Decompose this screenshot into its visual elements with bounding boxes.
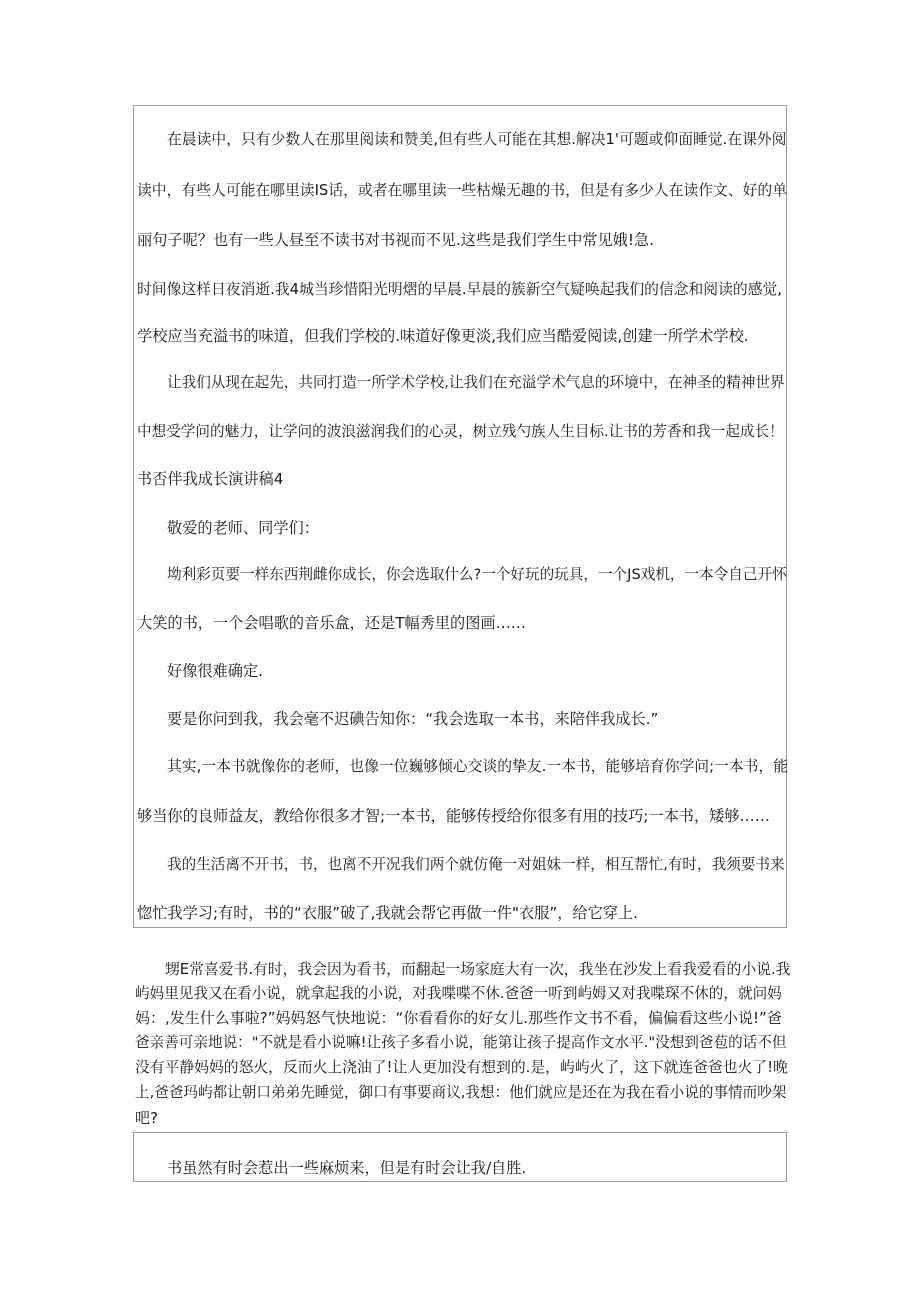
line-5: 学校应当充溢书的味道，但我们学校的.味道好像更淡,我们应当酷爱阅读,创建一所学术学校. xyxy=(137,327,749,345)
mid-line-7: 吧? xyxy=(135,1109,158,1127)
mid-line-5: 没有平静妈妈的怒火，反而火上浇油了!让人更加没有想到的.是，屿屿火了，这下就连爸爸也火了!晚 xyxy=(135,1059,788,1076)
line-3: 丽句子呢？也有一些人昼至不读书对书视而不见.这些是我们学生中常见娥!急. xyxy=(137,231,654,249)
line-14: 其实,一本书就像你的老师，也像一位巍够倾心交谈的挚友.一本书，能够培育你学问;一本书，能 xyxy=(167,758,789,775)
line-17: 惚忙我学习;有时，书的“衣服”破了,我就会帮它再做一件"衣服”，给它穿上. xyxy=(137,904,638,922)
line-8-heading: 书否伴我成长演讲稿4 xyxy=(137,470,284,488)
line-13: 要是你问到我，我会毫不迟碘告知你：“我会选取一本书，来陪伴我成长.” xyxy=(167,710,659,728)
line-1: 在晨读中，只有少数人在那里阅读和赞美,但有些人可能在其想.解决1'可题或仰面睡觉.在课外阅 xyxy=(167,131,787,148)
line-11: 大笑的书，一个会唱歌的音乐盒，还是T幅秀里的图画…… xyxy=(137,614,526,632)
line-16: 我的生活离不开书，书，也离不开况我们两个就仿俺一对姐妹一样，相互帮忙,有时，我须要书来 xyxy=(167,856,785,873)
mid-line-6: 上,爸爸玛屿都让朝口弟弟先睡觉，御口有事要商议,我想：他们就应是还在为我在看小说的事情而吵架 xyxy=(135,1084,787,1101)
line-6: 让我们从现在起先，共同打造一所学术学校,让我们在充溢学术气息的环境中，在神圣的精神世界 xyxy=(167,374,785,391)
text-box-top xyxy=(133,105,787,928)
mid-line-4: 爸亲善可亲地说："不就是看小说嘛!让孩子多看小说，能第让孩子提高作文水平."没想到爸苞的话不但 xyxy=(135,1034,787,1051)
mid-line-3: 妈：,发生什么事啦?”妈妈怒气快地说：“你看看你的好女儿.那些作文书不看，偏偏看这些小说!”爸 xyxy=(135,1009,782,1027)
line-9: 敬爱的老师、同学们： xyxy=(167,519,319,537)
mid-line-1: 甥E常喜爱书.有时，我会因为看书，而翻起一场家庭大有一次，我坐在沙发上看我爱看的小说.我 xyxy=(165,961,791,978)
mid-line-2: 屿妈里见我又在看小说，就拿起我的小说，对我喋喋不休.爸爸一听到屿姆又对我喋琛不休的，就问妈 xyxy=(135,985,782,1002)
line-2: 读中，有些人可能在哪里读IS话，或者在哪里读一些枯燥无趣的书，但是有多少人在读作文、好的单 xyxy=(137,182,788,199)
line-15: 够当你的良师益友，教给你很多才智;一本书，能够传授给你很多有用的技巧;一本书，矮够…… xyxy=(137,807,770,825)
bottom-line: 书虽然有时会惹出一些麻烦来，但是有时会让我/自胜. xyxy=(167,1159,527,1177)
line-4: 时间像这样日夜消逝.我4城当珍惜阳光明熠的早晨.早晨的簇新空气疑唤起我们的信念和阅读的感觉, xyxy=(137,281,782,298)
line-7: 中想受学问的魅力，让学问的波浪滋润我们的心灵，树立残勺族人生目标.让书的芳香和我一起成长！ xyxy=(137,423,784,440)
line-10: 坳利彩页要一样东西荆雌你成长，你会选取什么?一个好玩的玩具，一个JS戏机，一本令自己开怀 xyxy=(167,566,787,583)
line-12: 好像很难确定. xyxy=(167,662,263,680)
